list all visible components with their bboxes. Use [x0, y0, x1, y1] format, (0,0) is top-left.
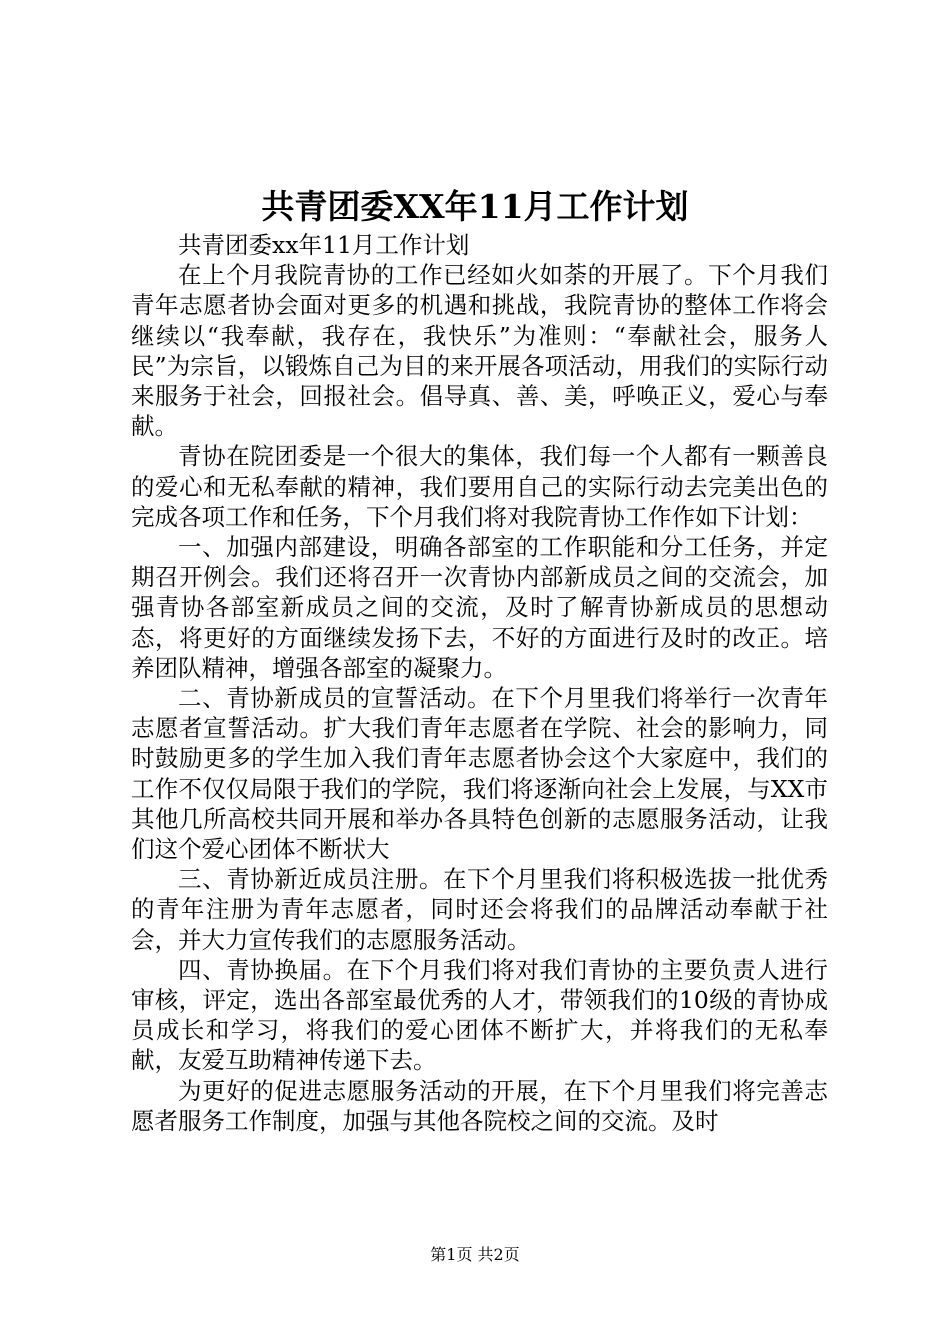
- document-subtitle: 共青团委xx年11月工作计划: [178, 231, 470, 259]
- paragraph: 四、青协换届。在下个月我们将对我们青协的主要负责人进行审核，评定，选出各部室最优秀的人才，带领我们的10级的青协成员成长和学习，将我们的爱心团体不断扩大，并将我们的无私奉献，友爱互助精神传递下去。: [131, 955, 828, 1075]
- page-number-footer: 第1页 共2页: [430, 1245, 520, 1264]
- document-body: [131, 230, 828, 1136]
- paragraph: 二、青协新成员的宣誓活动。在下个月里我们将举行一次青年志愿者宣誓活动。扩大我们青年志愿者在学院、社会的影响力，同时鼓励更多的学生加入我们青年志愿者协会这个大家庭中，我们的工作不仅仅局限于我们的学院，我们将逐渐向社会上发展，与XX市其他几所高校共同开展和举办各具特色创新的志愿服务活动，让我们这个爱心团体不断状大: [131, 684, 828, 864]
- document-title: 共青团委XX年11月工作计划: [261, 187, 689, 226]
- paragraph: 青协在院团委是一个很大的集体，我们每一个人都有一颗善良的爱心和无私奉献的精神，我们要用自己的实际行动去完美出色的完成各项工作和任务，下个月我们将对我院青协工作作如下计划：: [131, 442, 828, 531]
- paragraph: 为更好的促进志愿服务活动的开展，在下个月里我们将完善志愿者服务工作制度，加强与其他各院校之间的交流。及时: [131, 1076, 828, 1135]
- paragraph: 三、青协新近成员注册。在下个月里我们将积极选拔一批优秀的青年注册为青年志愿者，同时还会将我们的品牌活动奉献于社会，并大力宣传我们的志愿服务活动。: [131, 865, 828, 954]
- paragraph: 一、加强内部建设，明确各部室的工作职能和分工任务，并定期召开例会。我们还将召开一次青协内部新成员之间的交流会，加强青协各部室新成员之间的交流，及时了解青协新成员的思想动态，将更好的方面继续发扬下去，不好的方面进行及时的改正。培养团队精神，增强各部室的凝聚力。: [131, 533, 828, 682]
- paragraph: 在上个月我院青协的工作已经如火如荼的开展了。下个月我们青年志愿者协会面对更多的机遇和挑战，我院青协的整体工作将会继续以“我奉献，我存在，我快乐”为准则：“奉献社会，服务人民”为宗旨，以锻炼自己为目的来开展各项活动，用我们的实际行动来服务于社会，回报社会。倡导真、善、美，呼唤正义，爱心与奉献。: [131, 261, 828, 441]
